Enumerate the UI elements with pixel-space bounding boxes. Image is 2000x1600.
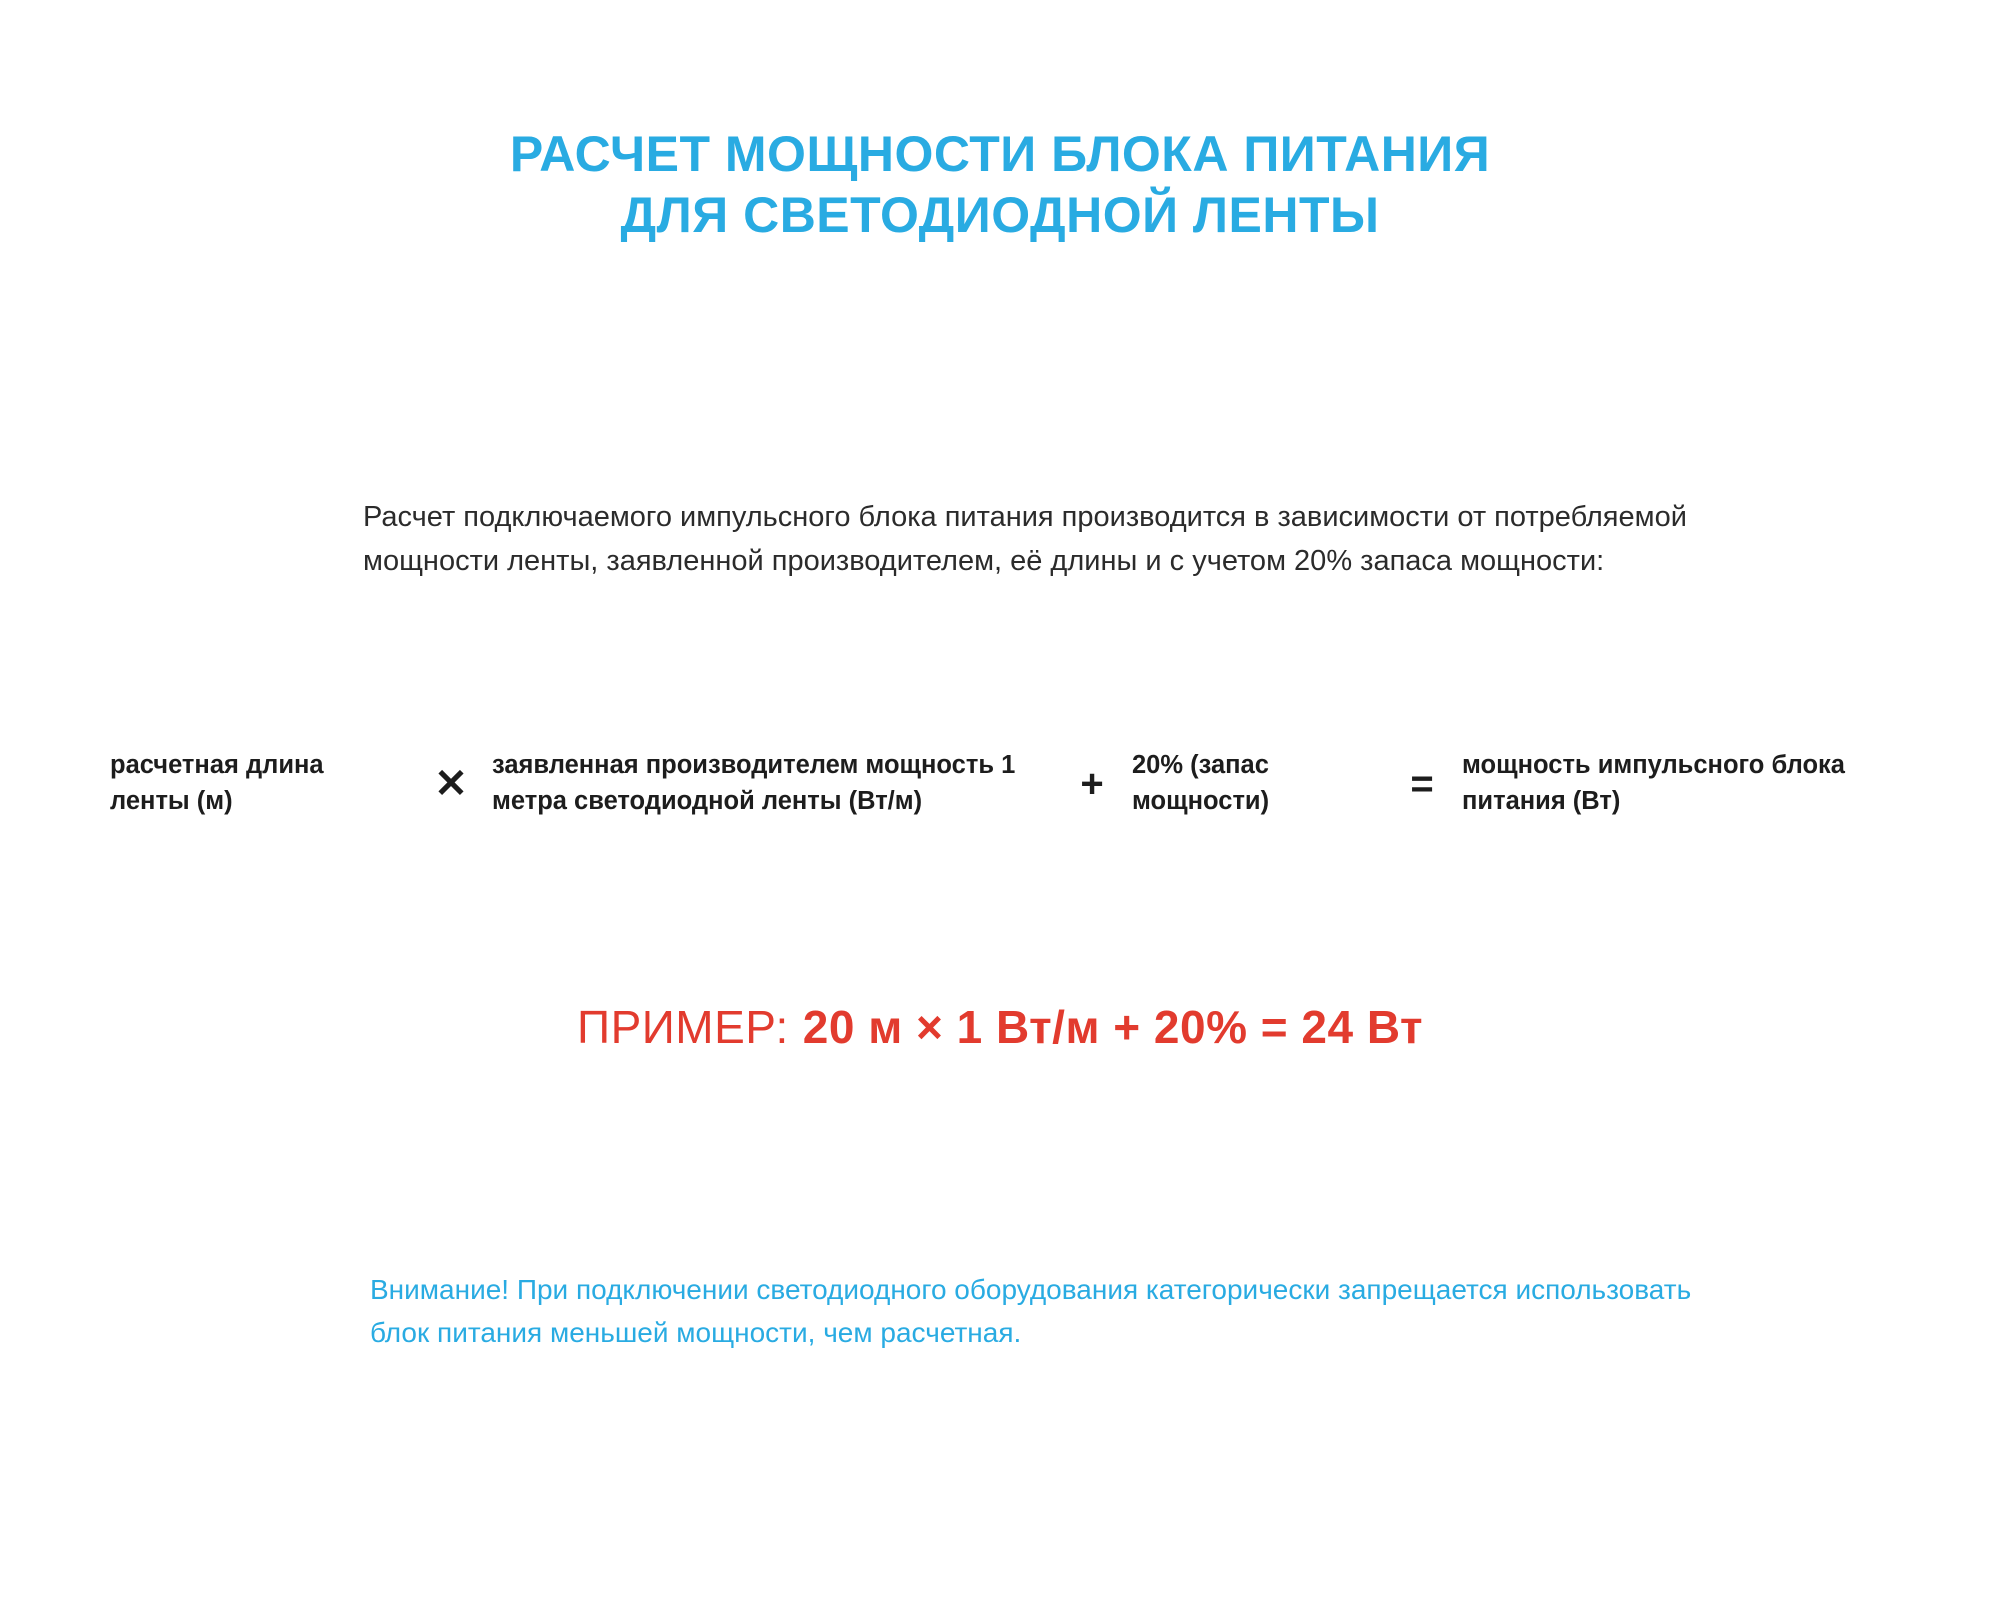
page-title-line-2: ДЛЯ СВЕТОДИОДНОЙ ЛЕНТЫ bbox=[620, 187, 1380, 243]
page-title-line-1: РАСЧЕТ МОЩНОСТИ БЛОКА ПИТАНИЯ bbox=[509, 126, 1491, 182]
formula-term-power-per-meter: заявленная производителем мощность 1 метра светодиодной ленты (Вт/м) bbox=[492, 751, 1016, 815]
formula-term-length: расчетная длина ленты (м) bbox=[110, 751, 324, 815]
formula-row bbox=[110, 748, 1930, 819]
multiply-operator-icon: ✕ bbox=[434, 761, 468, 806]
example-row bbox=[0, 1000, 2000, 1054]
warning-note: Внимание! При подключении светодиодного оборудования категорически запрещается использовать блок питания меньшей мощности, чем расчетная. bbox=[370, 1274, 1692, 1349]
page-title bbox=[0, 124, 2000, 246]
formula-term-result: мощность импульсного блока питания (Вт) bbox=[1462, 751, 1845, 815]
formula-term-reserve: 20% (запас мощности) bbox=[1132, 751, 1270, 815]
example-label: ПРИМЕР: bbox=[577, 1001, 789, 1053]
example-value: 20 м × 1 Вт/м + 20% = 24 Вт bbox=[802, 1001, 1423, 1053]
equals-operator-icon: = bbox=[1410, 761, 1434, 806]
intro-paragraph: Расчет подключаемого импульсного блока питания производится в зависимости от потребляемой мощности ленты, заявленной производителем, её длины и с учетом 20% запаса мощности: bbox=[363, 501, 1687, 578]
plus-operator-icon: + bbox=[1080, 761, 1104, 806]
